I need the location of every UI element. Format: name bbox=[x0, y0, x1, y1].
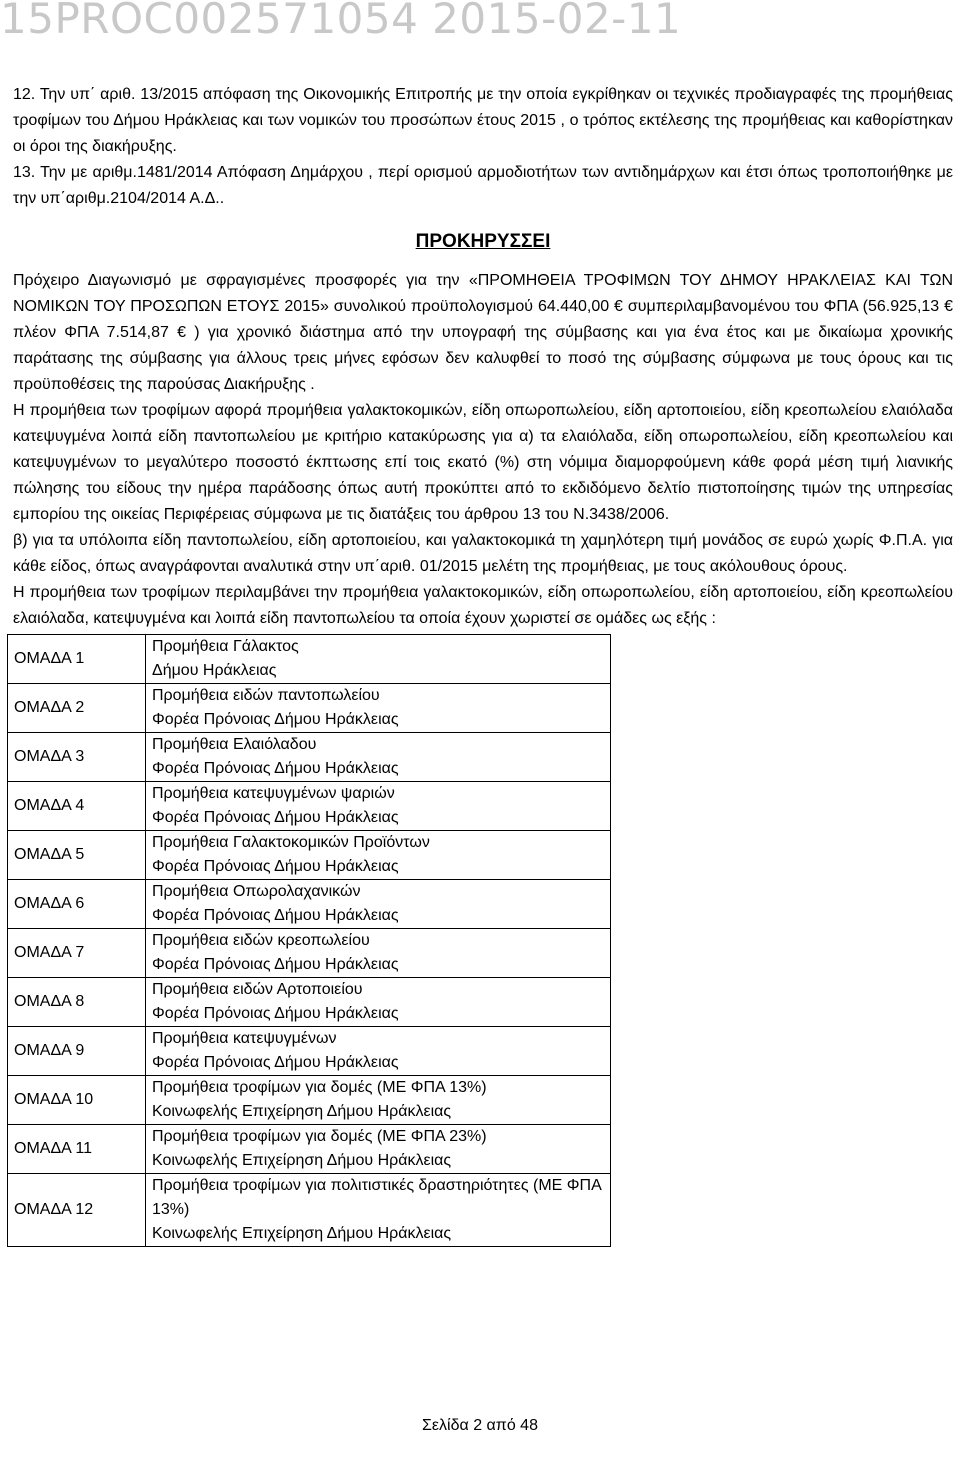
group-item: Προμήθεια κατεψυγμένων ψαριών bbox=[152, 785, 395, 802]
group-entity: Φορέα Πρόνοιας Δήμου Ηράκλειας bbox=[152, 711, 399, 728]
group-row bbox=[8, 733, 611, 782]
group-description bbox=[146, 880, 611, 929]
group-name: ΟΜΑΔΑ 4 bbox=[8, 782, 146, 831]
group-item: Προμήθεια Γάλακτος bbox=[152, 638, 299, 655]
document-id-watermark: 15PROC002571054 2015-02-11 bbox=[0, 0, 682, 43]
group-name: ΟΜΑΔΑ 5 bbox=[8, 831, 146, 880]
group-description bbox=[146, 1027, 611, 1076]
group-item: Προμήθεια ειδών Αρτοποιείου bbox=[152, 981, 363, 998]
paragraph-13: 13. Την με αριθμ.1481/2014 Απόφαση Δημάρχου , περί ορισμού αρμοδιοτήτων των αντιδημάρχων και έτσι όπως τροποποιήθηκε με την υπ΄αριθμ.2104/2014 Α.Δ.. bbox=[13, 164, 953, 207]
group-row bbox=[8, 1076, 611, 1125]
group-description bbox=[146, 929, 611, 978]
group-name: ΟΜΑΔΑ 12 bbox=[8, 1174, 146, 1247]
group-description bbox=[146, 782, 611, 831]
page-number: Σελίδα 2 από 48 bbox=[422, 1417, 538, 1434]
group-entity: Φορέα Πρόνοιας Δήμου Ηράκλειας bbox=[152, 1054, 399, 1071]
group-row bbox=[8, 831, 611, 880]
group-name: ΟΜΑΔΑ 8 bbox=[8, 978, 146, 1027]
group-item: Προμήθεια Γαλακτοκομικών Προϊόντων bbox=[152, 834, 430, 851]
group-description bbox=[146, 733, 611, 782]
award-criteria-b: β) για τα υπόλοιπα είδη παντοπωλείου, είδη αρτοποιείου, και γαλακτοκομικά τη χαμηλότερη τιμή μονάδος σε ευρώ χωρίς Φ.Π.Α. για κάθε είδος, όπως αναγράφονται αναλυτικά στην υπ΄αριθ. 01/2015 μελέτη της προμήθειας, με τους ακόλουθους όρους. bbox=[13, 532, 953, 575]
group-entity: Κοινωφελής Επιχείρηση Δήμου Ηράκλειας bbox=[152, 1103, 452, 1120]
group-item: Προμήθεια κατεψυγμένων bbox=[152, 1030, 337, 1047]
group-description bbox=[146, 1076, 611, 1125]
group-row bbox=[8, 880, 611, 929]
group-description bbox=[146, 684, 611, 733]
group-entity: Φορέα Πρόνοιας Δήμου Ηράκλειας bbox=[152, 858, 399, 875]
group-item: Προμήθεια Οπωρολαχανικών bbox=[152, 883, 361, 900]
section-heading: ΠΡΟΚΗΡΥΣΣΕΙ bbox=[415, 231, 551, 252]
group-description bbox=[146, 978, 611, 1027]
group-entity: Φορέα Πρόνοιας Δήμου Ηράκλειας bbox=[152, 956, 399, 973]
group-row bbox=[8, 1125, 611, 1174]
group-item: Προμήθεια Ελαιόλαδου bbox=[152, 736, 317, 753]
group-name: ΟΜΑΔΑ 3 bbox=[8, 733, 146, 782]
group-name: ΟΜΑΔΑ 11 bbox=[8, 1125, 146, 1174]
group-item: Προμήθεια ειδών παντοπωλείου bbox=[152, 687, 380, 704]
group-row bbox=[8, 929, 611, 978]
group-name: ΟΜΑΔΑ 7 bbox=[8, 929, 146, 978]
group-item: Προμήθεια τροφίμων για δομές (ΜΕ ΦΠΑ 13%) bbox=[152, 1079, 487, 1096]
group-row bbox=[8, 782, 611, 831]
group-item: Προμήθεια τροφίμων για πολιτιστικές δραστηριότητες (ΜΕ ΦΠΑ 13%) bbox=[152, 1177, 601, 1218]
group-description bbox=[146, 635, 611, 684]
group-item: Προμήθεια τροφίμων για δομές (ΜΕ ΦΠΑ 23%) bbox=[152, 1128, 487, 1145]
group-name: ΟΜΑΔΑ 10 bbox=[8, 1076, 146, 1125]
group-row bbox=[8, 978, 611, 1027]
group-row bbox=[8, 684, 611, 733]
group-entity: Κοινωφελής Επιχείρηση Δήμου Ηράκλειας bbox=[152, 1152, 452, 1169]
paragraph-12: 12. Την υπ΄ αριθ. 13/2015 απόφαση της Οικονομικής Επιτροπής με την οποία εγκρίθηκαν οι τεχνικές προδιαγραφές της προμήθειας τροφίμων του Δήμου Ηράκλειας και των νομικών του προσώπων έτους 2015 , ο τρόπος εκτέλεσης της προμήθειας και καθορίστηκαν οι όροι της διακήρυξης. bbox=[13, 86, 953, 155]
group-entity: Φορέα Πρόνοιας Δήμου Ηράκλειας bbox=[152, 760, 399, 777]
group-entity: Δήμου Ηράκλειας bbox=[152, 662, 277, 679]
group-description bbox=[146, 831, 611, 880]
group-entity: Φορέα Πρόνοιας Δήμου Ηράκλειας bbox=[152, 1005, 399, 1022]
group-entity: Φορέα Πρόνοιας Δήμου Ηράκλειας bbox=[152, 809, 399, 826]
group-description bbox=[146, 1125, 611, 1174]
groups-table bbox=[7, 634, 611, 1247]
group-name: ΟΜΑΔΑ 6 bbox=[8, 880, 146, 929]
tender-description: Πρόχειρο Διαγωνισμό με σφραγισμένες προσφορές για την «ΠΡΟΜΗΘΕΙΑ ΤΡΟΦΙΜΩΝ ΤΟΥ ΔΗΜΟΥ ΗΡΑΚΛΕΙΑΣ ΚΑΙ ΤΩΝ ΝΟΜΙΚΩΝ ΤΟΥ ΠΡΟΣΩΠΩΝ ΕΤΟΥΣ 2015» συνολικού προϋπολογισμού 64.440,00 € συμπεριλαμβανομένου του ΦΠΑ (56.925,13 € πλέον ΦΠΑ 7.514,87 € ) για χρονικό διάστημα από την υπογραφή της σύμβασης και για ένα έτος και με δικαίωμα χρονικής παράτασης της σύμβασης για άλλους τρεις μήνες εφόσων δεν καλυφθεί το ποσό της σύμβασης σύμφωνα με τους όρους και τις προϋποθέσεις της παρούσας Διακήρυξης . bbox=[13, 272, 953, 393]
group-row bbox=[8, 1027, 611, 1076]
group-description bbox=[146, 1174, 611, 1247]
group-row bbox=[8, 635, 611, 684]
groups-intro: Η προμήθεια των τροφίμων περιλαμβάνει την προμήθεια γαλακτοκομικών, είδη οπωροπωλείου, είδη αρτοποιείου, είδη κρεοπωλείου ελαιόλαδα, κατεψυγμένα και λοιπά είδη παντοπωλείου τα οποία έχουν χωριστεί σε ομάδες ως εξής : bbox=[13, 584, 953, 627]
group-entity: Κοινωφελής Επιχείρηση Δήμου Ηράκλειας bbox=[152, 1225, 452, 1242]
document-body bbox=[13, 82, 953, 1247]
group-name: ΟΜΑΔΑ 1 bbox=[8, 635, 146, 684]
group-item: Προμήθεια ειδών κρεοπωλείου bbox=[152, 932, 370, 949]
group-name: ΟΜΑΔΑ 9 bbox=[8, 1027, 146, 1076]
group-row bbox=[8, 1174, 611, 1247]
group-name: ΟΜΑΔΑ 2 bbox=[8, 684, 146, 733]
award-criteria-a: Η προμήθεια των τροφίμων αφορά προμήθεια γαλακτοκομικών, είδη οπωροπωλείου, είδη αρτοποιείου, είδη κρεοπωλείου ελαιόλαδα κατεψυγμένα λοιπά είδη παντοπωλείου με κριτήριο κατακύρωσης για α) τα ελαιόλαδα, είδη οπωροπωλείου, είδη κρεοπωλείου και κατεψυγμένων το μεγαλύτερο ποσοστό έκπτωσης επί τοις εκατό (%) στη νόμιμα διαμορφούμενη κάθε φορά μέση τιμή λιανικής πώλησης του είδους την ημέρα παράδοσης όπως αυτή προκύπτει από το εκδιδόμενο δελτίο πιστοποίησης τιμών της υπηρεσίας εμπορίου της οικείας Περιφέρειας σύμφωνα με τις διατάξεις του άρθρου 13 του Ν.3438/2006. bbox=[13, 402, 953, 523]
group-entity: Φορέα Πρόνοιας Δήμου Ηράκλειας bbox=[152, 907, 399, 924]
